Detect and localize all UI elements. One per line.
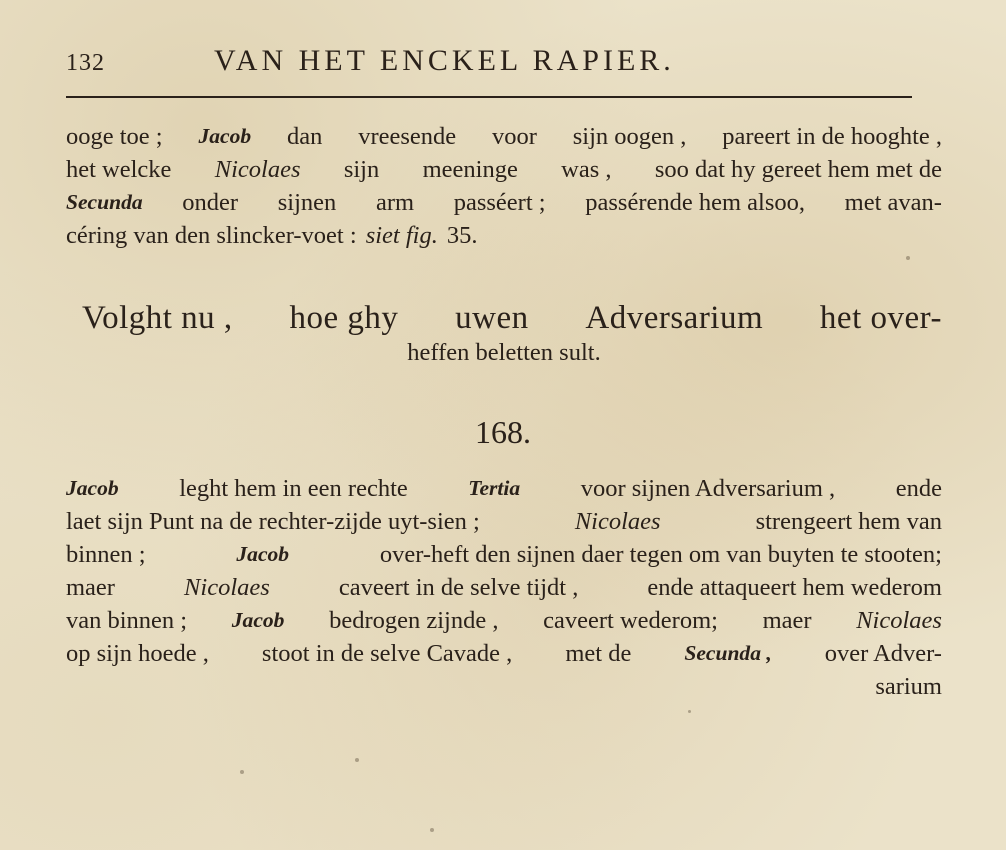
paper-speck bbox=[355, 758, 359, 762]
text-segment: was , bbox=[561, 156, 612, 183]
text-segment: caveert in de selve tijdt , bbox=[338, 574, 579, 601]
text-segment: bedrogen zijnde , bbox=[329, 607, 499, 634]
running-title: VAN HET ENCKEL RAPIER. bbox=[214, 44, 675, 77]
text-segment: Jacob bbox=[66, 476, 119, 500]
page-header bbox=[66, 40, 912, 84]
text-segment: Secunda bbox=[66, 190, 143, 214]
heading-word: het over- bbox=[819, 300, 942, 336]
text-segment: dan bbox=[286, 123, 323, 150]
text-segment: maer bbox=[762, 607, 812, 634]
text-line bbox=[66, 505, 942, 538]
text-segment: Nicolaes bbox=[574, 508, 661, 535]
text-segment: siet fig. bbox=[365, 222, 438, 249]
text-segment: céring van den slincker-voet : bbox=[66, 222, 357, 249]
text-segment: Secunda , bbox=[684, 641, 772, 665]
text-segment: strengeert hem van bbox=[755, 508, 942, 535]
text-segment: op sijn hoede , bbox=[66, 640, 209, 667]
text-line bbox=[66, 571, 942, 604]
heading-word: uwen bbox=[455, 300, 529, 336]
heading-word: Volght nu , bbox=[82, 300, 233, 336]
text-segment: sijn oogen , bbox=[572, 123, 687, 150]
text-segment: Jacob bbox=[198, 124, 252, 148]
text-segment: laet sijn Punt na de rechter-zijde uyt-sien ; bbox=[66, 508, 480, 535]
text-line bbox=[66, 637, 942, 670]
text-segment: met de bbox=[565, 640, 632, 667]
text-segment: leght hem in een rechte bbox=[179, 475, 408, 502]
text-segment: ende bbox=[895, 475, 942, 502]
text-segment: passéert ; bbox=[453, 189, 546, 216]
text-segment: van binnen ; bbox=[66, 607, 188, 634]
text-segment: voor sijnen Adversarium , bbox=[580, 475, 836, 502]
text-segment: onder bbox=[182, 189, 239, 216]
text-segment: Nicolaes bbox=[856, 607, 942, 634]
paragraph-1 bbox=[66, 120, 942, 252]
text-segment: sijn bbox=[343, 156, 380, 183]
text-segment: 35. bbox=[446, 222, 478, 249]
text-line bbox=[66, 120, 942, 153]
text-segment: caveert wederom; bbox=[543, 607, 718, 634]
text-segment: het welcke bbox=[66, 156, 172, 183]
text-segment: Nicolaes bbox=[214, 156, 301, 183]
heading-line-1 bbox=[66, 300, 942, 337]
text-line bbox=[66, 538, 942, 571]
paper-speck bbox=[240, 770, 244, 774]
text-segment: vreesende bbox=[358, 123, 457, 150]
text-segment: met avan- bbox=[844, 189, 942, 216]
heading-word: hoe ghy bbox=[289, 300, 399, 336]
text-segment: meeninge bbox=[422, 156, 518, 183]
paper-speck bbox=[688, 710, 691, 713]
catchword: sarium bbox=[875, 673, 942, 700]
text-segment: stoot in de selve Cavade , bbox=[261, 640, 513, 667]
heading-line-2: heffen beletten sult. bbox=[407, 339, 601, 366]
text-segment: voor bbox=[492, 123, 537, 150]
section-heading bbox=[66, 300, 942, 367]
text-line bbox=[66, 186, 942, 219]
text-line bbox=[66, 219, 942, 252]
text-segment: Nicolaes bbox=[184, 574, 270, 601]
text-segment: pareert in de hooghte , bbox=[722, 123, 942, 150]
text-segment: Tertia bbox=[468, 476, 521, 500]
text-line bbox=[66, 153, 942, 186]
text-segment: ooge toe ; bbox=[66, 123, 163, 150]
header-rule bbox=[66, 96, 912, 98]
heading-word: Adversarium bbox=[585, 300, 764, 336]
text-line bbox=[66, 472, 942, 505]
text-line bbox=[66, 604, 942, 637]
catchword-line bbox=[66, 670, 942, 703]
text-segment: binnen ; bbox=[66, 541, 146, 568]
text-segment: arm bbox=[375, 189, 415, 216]
text-segment: over-heft den sijnen daer tegen om van buyten te stooten; bbox=[379, 541, 942, 568]
text-segment: sijnen bbox=[277, 189, 337, 216]
text-segment: soo dat hy gereet hem met de bbox=[654, 156, 942, 183]
page-number: 132 bbox=[66, 50, 105, 76]
text-segment: Jacob bbox=[231, 608, 285, 632]
text-segment: over Adver- bbox=[824, 640, 942, 667]
text-segment: Jacob bbox=[236, 542, 290, 566]
text-segment: maer bbox=[66, 574, 115, 601]
paper-speck bbox=[906, 256, 910, 260]
text-segment: ende attaqueert hem wederom bbox=[647, 574, 942, 601]
paragraph-2 bbox=[66, 472, 942, 703]
section-number: 168. bbox=[475, 414, 531, 450]
text-segment: passérende hem alsoo, bbox=[585, 189, 805, 216]
paper-speck bbox=[430, 828, 434, 832]
